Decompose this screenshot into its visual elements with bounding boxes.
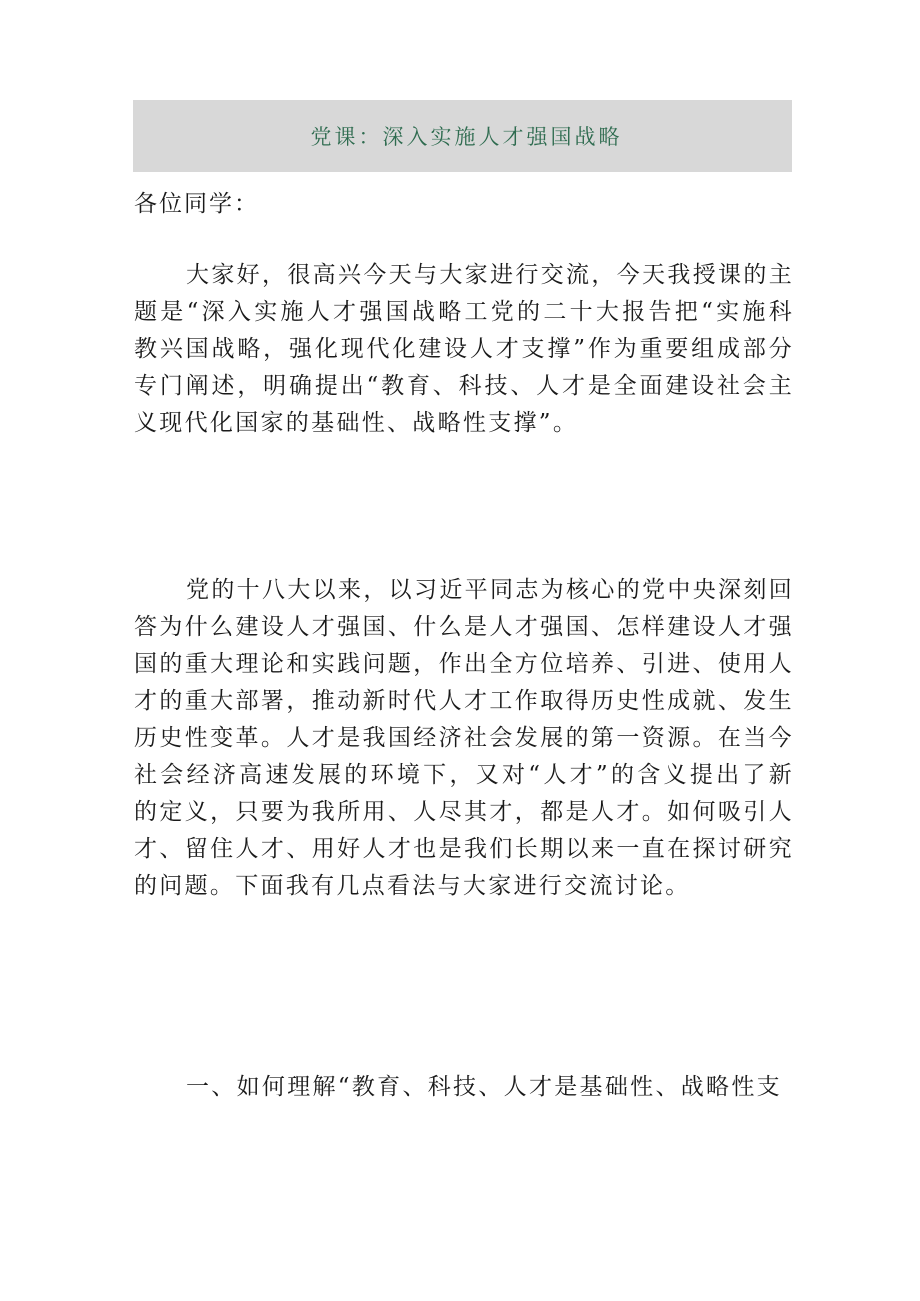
salutation: 各位同学： bbox=[134, 191, 259, 217]
title-banner bbox=[133, 100, 792, 172]
paragraph-introduction: 大家好，很高兴今天与大家进行交流，今天我授课的主题是“深入实施人才强国战略工党的二十大报告把“实施科教兴国战略，强化现代化建设人才支撑”作为重要组成部分专门阐述，明确提出“教育、科技、人才是全面建设社会主义现代化国家的基础性、战略性支撑”。 bbox=[134, 262, 794, 436]
section-heading: 一、如何理解“教育、科技、人才是基础性、战略性支 bbox=[186, 1074, 782, 1100]
paragraph-background: 党的十八大以来，以习近平同志为核心的党中央深刻回答为什么建设人才强国、什么是人才强国、怎样建设人才强国的重大理论和实践问题，作出全方位培养、引进、使用人才的重大部署，推动新时代人才工作取得历史性成就、发生历史性变革。人才是我国经济社会发展的第一资源。在当今社会经济高速发展的环境下，又对“人才”的含义提出了新的定义，只要为我所用、人尽其才，都是人才。如何吸引人才、留住人才、用好人才也是我们长期以来一直在探讨研究的问题。下面我有几点看法与大家进行交流讨论。 bbox=[134, 577, 794, 899]
document-title: 党课：深入实施人才强国战略 bbox=[310, 125, 623, 149]
